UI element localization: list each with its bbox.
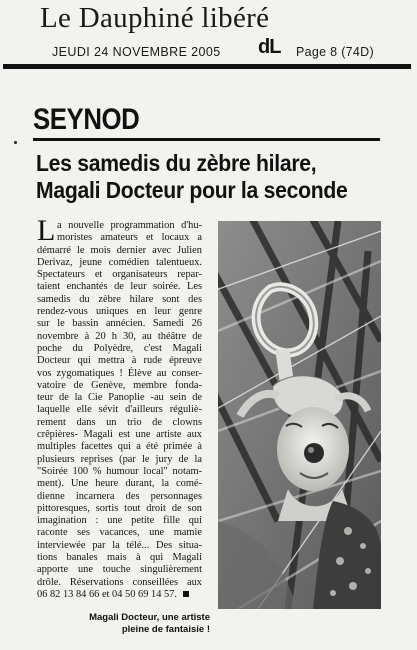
headline-line-2: Magali Docteur pour la seconde — [36, 177, 348, 203]
body-line: a nouvelle programmation d'hu- — [57, 220, 202, 231]
margin-dot — [14, 141, 17, 144]
body-line: drôle. Réservations conseillées aux — [37, 576, 202, 588]
body-line: Derivaz, jeune comédien talentueux. — [37, 256, 202, 268]
body-line: plusieurs reprises (par le jury de la — [37, 453, 202, 465]
article-headline — [36, 150, 376, 204]
section-title: SEYNOD — [33, 103, 140, 136]
issue-date: JEUDI 24 NOVEMBRE 2005 — [52, 45, 221, 59]
article-photo — [218, 221, 381, 609]
body-line: démarré le mois dernier avec Julien — [37, 244, 202, 256]
body-line: laquelle elle sévit d'ailleurs réguliè- — [37, 404, 202, 416]
body-line: tions banales mais à qui Magali — [37, 552, 202, 564]
caption-line-1: Magali Docteur, une artiste — [89, 612, 210, 623]
body-line: taient enchantés de leur soirée. Les — [37, 281, 202, 293]
body-line: samedis du zèbre hilare sont des — [37, 293, 202, 305]
body-line: rement dans un trio de clowns — [37, 416, 202, 428]
body-line: vatoire de Genève, membre fonda- — [37, 379, 202, 391]
article-body — [37, 214, 202, 601]
body-line: Spectateurs et organisateurs repar- — [37, 269, 202, 281]
end-of-article-mark — [183, 591, 189, 597]
body-line: "Soirée 100 % humour local" notam- — [37, 465, 202, 477]
body-line: imagination : une petite fille qui — [37, 515, 202, 527]
body-line: raconte ses vacances, une mamie — [37, 527, 202, 539]
body-line: poche du Polyèdre, c'est Magali — [37, 342, 202, 354]
body-line: 06 82 13 84 66 et 04 50 69 14 57. — [37, 589, 202, 601]
body-line: moristes amateurs et locaux a — [57, 232, 202, 244]
body-line: dienne incarnera des personnages — [37, 490, 202, 502]
clown-photo-illustration — [218, 221, 381, 609]
body-line: apporte une touche singulièrement — [37, 564, 202, 576]
body-line: vos zygomatiques ! Élève au conser- — [37, 367, 202, 379]
headline-line-1: Les samedis du zèbre hilare, — [36, 150, 317, 176]
drop-cap: L — [37, 214, 56, 247]
body-line: Docteur qui mettra à rude épreuve — [37, 355, 202, 367]
photo-caption — [60, 612, 210, 636]
page-number: Page 8 (74D) — [296, 45, 374, 59]
body-line: pittoresques, sortis tout droit de son — [37, 502, 202, 514]
section-rule — [33, 138, 380, 141]
body-line: multiples facettes qui a été primée à — [37, 441, 202, 453]
body-line: sur le bassin annécien. Samedi 26 — [37, 318, 202, 330]
caption-line-2: pleine de fantaisie ! — [121, 624, 210, 635]
header-rule — [3, 64, 411, 69]
body-line: rendez-vous uniques en leur genre — [37, 306, 202, 318]
newspaper-name: Le Dauphiné libéré — [40, 2, 270, 34]
dl-logo: dL — [258, 36, 281, 58]
body-line: teur de la Cie Panoplie -au sein de — [37, 392, 202, 404]
body-line: interviewée par la télé... Des situa- — [37, 539, 202, 551]
body-line: novembre à 20 h 30, au théâtre de — [37, 330, 202, 342]
body-line: crêpières- Magali est une artiste aux — [37, 429, 202, 441]
body-line: ment). Une heure durant, la comé- — [37, 478, 202, 490]
